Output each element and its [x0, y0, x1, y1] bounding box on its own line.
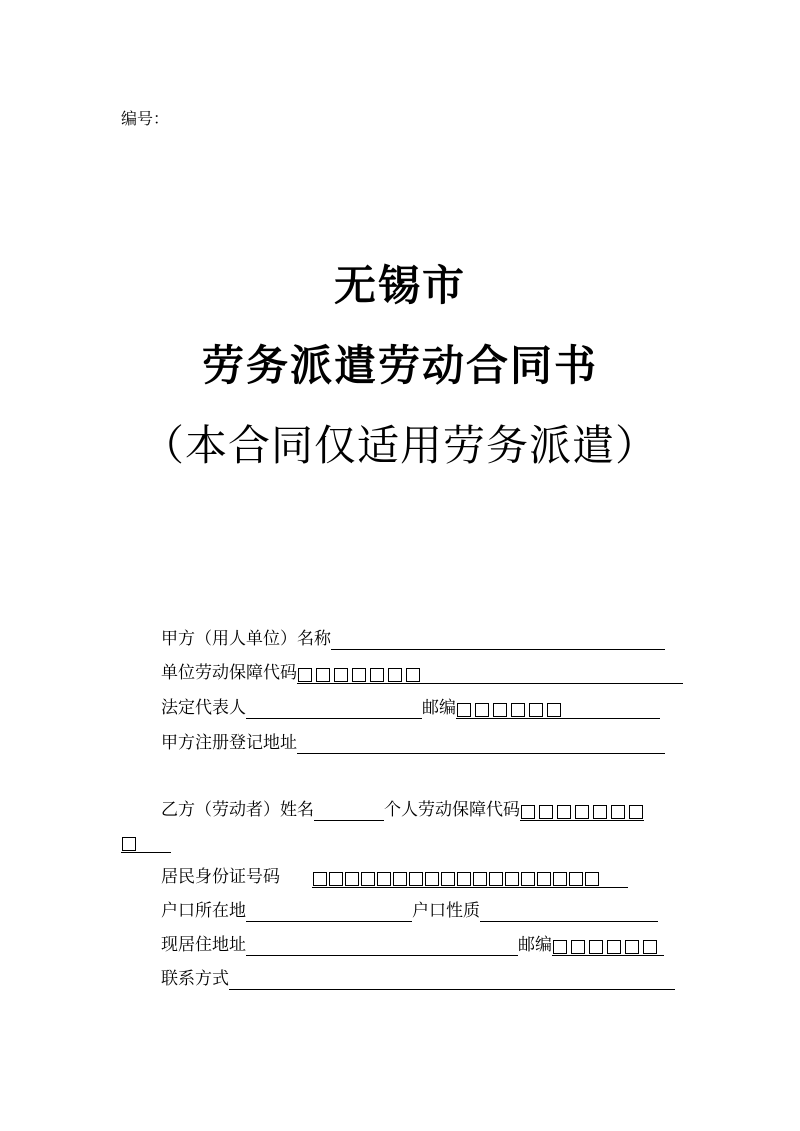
title-contract-name: 劳务派遣劳动合同书 — [201, 341, 598, 390]
character-box[interactable] — [547, 703, 561, 717]
hukou-type-field[interactable] — [480, 901, 658, 922]
legal-rep-label: 法定代表人 — [161, 698, 246, 718]
character-box[interactable] — [629, 805, 643, 819]
character-box[interactable] — [607, 940, 621, 954]
party-a-address-row — [161, 732, 665, 754]
party-b-name-label: 乙方（劳动者）姓名 — [161, 800, 314, 820]
party-b-postcode-line — [658, 935, 664, 956]
party-a-name-label: 甲方（用人单位）名称 — [161, 629, 331, 649]
title-scope-note: （本合同仅适用劳务派遣） — [141, 421, 658, 470]
character-box[interactable] — [473, 872, 487, 886]
character-box[interactable] — [475, 703, 489, 717]
character-box[interactable] — [298, 668, 312, 682]
character-box[interactable] — [329, 872, 343, 886]
character-box[interactable] — [571, 940, 585, 954]
party-a-name-row — [161, 628, 665, 650]
hukou-location-field[interactable] — [246, 901, 412, 922]
character-box[interactable] — [505, 872, 519, 886]
character-box[interactable] — [361, 872, 375, 886]
character-box[interactable] — [425, 872, 439, 886]
current-address-row — [161, 934, 664, 956]
party-a-legal-rep-row — [161, 697, 660, 719]
character-box[interactable] — [406, 668, 420, 682]
character-box[interactable] — [539, 805, 553, 819]
party-a-postcode-boxes[interactable] — [456, 700, 562, 719]
party-a-postcode-line — [562, 698, 660, 719]
legal-rep-field[interactable] — [246, 698, 422, 719]
title-city: 无锡市 — [333, 261, 466, 310]
character-box[interactable] — [313, 872, 327, 886]
current-address-field[interactable] — [246, 935, 518, 956]
personal-code-line — [137, 832, 171, 853]
character-box[interactable] — [585, 872, 599, 886]
character-box[interactable] — [521, 872, 535, 886]
contact-field[interactable] — [229, 969, 675, 990]
party-a-name-field[interactable] — [331, 629, 665, 650]
character-box[interactable] — [457, 703, 471, 717]
character-box[interactable] — [489, 872, 503, 886]
contact-row — [161, 968, 675, 990]
party-a-labor-code-label: 单位劳动保障代码 — [161, 663, 297, 683]
character-box[interactable] — [529, 703, 543, 717]
id-number-row — [161, 866, 628, 888]
id-number-line — [600, 867, 628, 888]
party-a-address-label: 甲方注册登记地址 — [161, 733, 297, 753]
document-number-label: 编号： — [121, 109, 170, 128]
character-box[interactable] — [370, 668, 384, 682]
character-box[interactable] — [316, 668, 330, 682]
personal-code-continuation-row — [121, 832, 171, 853]
character-box[interactable] — [334, 668, 348, 682]
party-a-postcode-label: 邮编 — [422, 698, 456, 718]
character-box[interactable] — [589, 940, 603, 954]
hukou-row — [161, 900, 658, 922]
character-box[interactable] — [352, 668, 366, 682]
character-box[interactable] — [643, 940, 657, 954]
party-a-labor-code-line — [421, 663, 683, 684]
id-number-boxes[interactable] — [312, 869, 600, 888]
contact-label: 联系方式 — [161, 969, 229, 989]
character-box[interactable] — [537, 872, 551, 886]
character-box[interactable] — [511, 703, 525, 717]
character-box[interactable] — [557, 805, 571, 819]
character-box[interactable] — [553, 940, 567, 954]
hukou-location-label: 户口所在地 — [161, 901, 246, 921]
character-box[interactable] — [345, 872, 359, 886]
character-box[interactable] — [611, 805, 625, 819]
character-box[interactable] — [493, 703, 507, 717]
personal-code-label: 个人劳动保障代码 — [384, 800, 520, 820]
party-b-name-field[interactable] — [314, 800, 384, 821]
personal-code-boxes-continued[interactable] — [121, 834, 137, 853]
character-box[interactable] — [393, 872, 407, 886]
party-b-postcode-label: 邮编 — [518, 935, 552, 955]
character-box[interactable] — [409, 872, 423, 886]
personal-code-boxes[interactable] — [520, 802, 644, 821]
party-a-labor-code-row — [161, 662, 683, 684]
character-box[interactable] — [388, 668, 402, 682]
party-b-postcode-boxes[interactable] — [552, 937, 658, 956]
character-box[interactable] — [457, 872, 471, 886]
character-box[interactable] — [569, 872, 583, 886]
character-box[interactable] — [553, 872, 567, 886]
character-box[interactable] — [122, 837, 136, 851]
party-a-address-field[interactable] — [297, 733, 665, 754]
party-b-name-row — [161, 799, 644, 821]
character-box[interactable] — [441, 872, 455, 886]
id-number-label: 居民身份证号码 — [161, 867, 280, 887]
character-box[interactable] — [625, 940, 639, 954]
character-box[interactable] — [593, 805, 607, 819]
hukou-type-label: 户口性质 — [412, 901, 480, 921]
current-address-label: 现居住地址 — [161, 935, 246, 955]
party-a-labor-code-boxes[interactable] — [297, 665, 421, 684]
character-box[interactable] — [521, 805, 535, 819]
character-box[interactable] — [377, 872, 391, 886]
character-box[interactable] — [575, 805, 589, 819]
